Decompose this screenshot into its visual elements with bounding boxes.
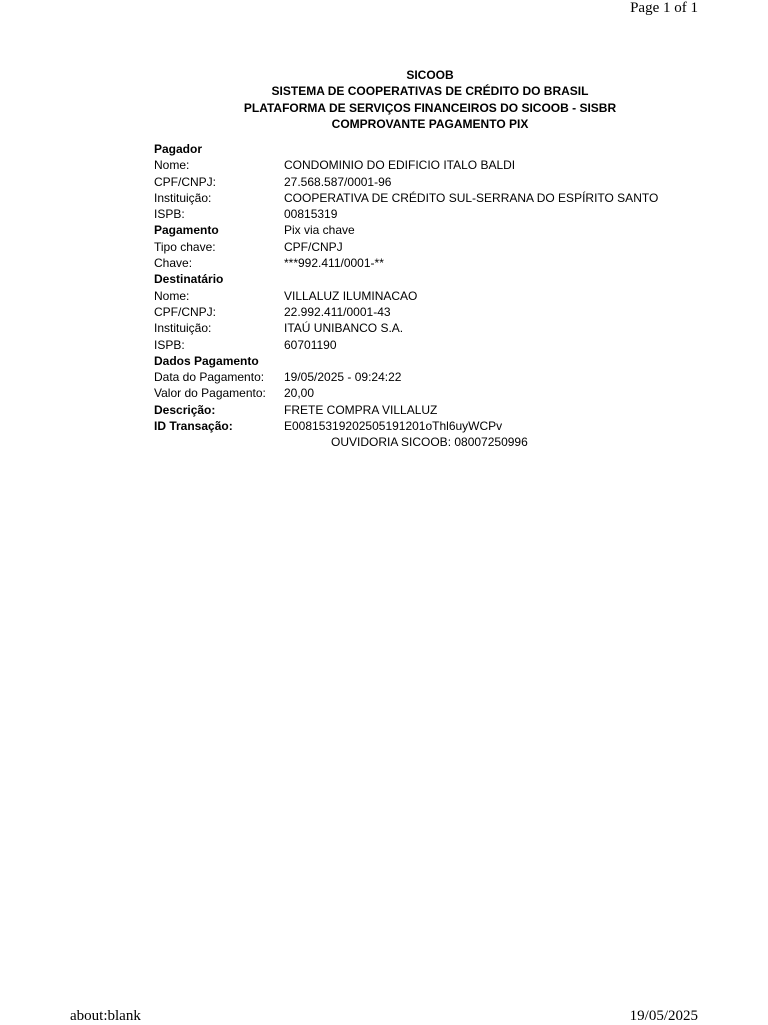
destinatario-nome-label: Nome:	[154, 288, 190, 303]
pagamento-chave-value: ***992.411/0001-**	[284, 256, 384, 271]
dados-id-label: ID Transação:	[154, 419, 233, 434]
section-destinatario-title: Destinatário	[154, 272, 224, 287]
pagador-cpf-row	[154, 174, 658, 190]
section-pagamento-title: Pagamento	[154, 223, 219, 238]
destinatario-cpf-row	[154, 304, 658, 320]
section-destinatario	[154, 271, 658, 287]
pagador-nome-label: Nome:	[154, 158, 190, 173]
destinatario-ispb-row	[154, 337, 658, 353]
ouvidoria-text: OUVIDORIA SICOOB: 08007250996	[331, 435, 528, 450]
destinatario-cpf-label: CPF/CNPJ:	[154, 304, 217, 319]
pagador-instituicao-label: Instituição:	[154, 190, 212, 205]
destinatario-instituicao-label: Instituição:	[154, 321, 212, 336]
pagador-cpf-value: 27.568.587/0001-96	[284, 174, 392, 189]
pagador-nome-value: CONDOMINIO DO EDIFICIO ITALO BALDI	[284, 158, 516, 173]
pagador-instituicao-row	[154, 190, 658, 206]
dados-descricao-row	[154, 402, 658, 418]
header-document-title: COMPROVANTE PAGAMENTO PIX	[331, 116, 529, 131]
pagador-ispb-value: 00815319	[284, 207, 338, 222]
dados-valor-row	[154, 385, 658, 401]
dados-valor-value: 20,00	[284, 386, 315, 401]
dados-descricao-label: Descrição:	[154, 402, 216, 417]
ouvidoria-row	[154, 434, 658, 450]
footer-date: 19/05/2025	[629, 1008, 698, 1024]
receipt-body	[154, 141, 658, 451]
dados-descricao-value: FRETE COMPRA VILLALUZ	[284, 402, 438, 417]
header-bank-name: SICOOB	[406, 68, 454, 82]
section-dados-pagamento-title: Dados Pagamento	[154, 353, 259, 368]
destinatario-instituicao-value: ITAÚ UNIBANCO S.A.	[284, 321, 404, 336]
section-pagamento	[154, 222, 658, 238]
pagamento-tipo-value: CPF/CNPJ	[284, 239, 343, 254]
pagador-nome-row	[154, 157, 658, 173]
section-pagador-title: Pagador	[154, 142, 203, 156]
pagamento-chave-row	[154, 255, 658, 271]
destinatario-ispb-label: ISPB:	[154, 337, 185, 352]
dados-id-row	[154, 418, 658, 434]
dados-data-label: Data do Pagamento:	[154, 370, 265, 385]
document-header	[0, 67, 768, 132]
pagamento-method-value: Pix via chave	[284, 223, 355, 238]
dados-id-value: E00815319202505191201oThl6uyWCPv	[284, 419, 503, 434]
pagador-cpf-label: CPF/CNPJ:	[154, 174, 217, 189]
destinatario-nome-value: VILLALUZ ILUMINACAO	[284, 288, 418, 303]
pagamento-tipo-row	[154, 239, 658, 255]
dados-data-value: 19/05/2025 - 09:24:22	[284, 370, 402, 385]
footer-url: about:blank	[70, 1008, 141, 1024]
dados-data-row	[154, 369, 658, 385]
header-platform-name: PLATAFORMA DE SERVIÇOS FINANCEIROS DO SICOOB - SISBR	[243, 100, 617, 115]
pagador-instituicao-value: COOPERATIVA DE CRÉDITO SUL-SERRANA DO ESPÍRITO SANTO	[284, 190, 659, 205]
destinatario-ispb-value: 60701190	[284, 337, 337, 352]
pagador-ispb-row	[154, 206, 658, 222]
page-indicator: Page 1 of 1	[630, 0, 698, 16]
pagamento-tipo-label: Tipo chave:	[154, 239, 216, 254]
pagamento-chave-label: Chave:	[154, 256, 193, 271]
pagador-ispb-label: ISPB:	[154, 207, 185, 222]
header-system-name: SISTEMA DE COOPERATIVAS DE CRÉDITO DO BRASIL	[271, 84, 589, 99]
section-pagador	[154, 141, 658, 157]
destinatario-cpf-value: 22.992.411/0001-43	[284, 304, 391, 319]
dados-valor-label: Valor do Pagamento:	[154, 386, 266, 401]
destinatario-instituicao-row	[154, 320, 658, 336]
destinatario-nome-row	[154, 288, 658, 304]
section-dados-pagamento	[154, 353, 658, 369]
